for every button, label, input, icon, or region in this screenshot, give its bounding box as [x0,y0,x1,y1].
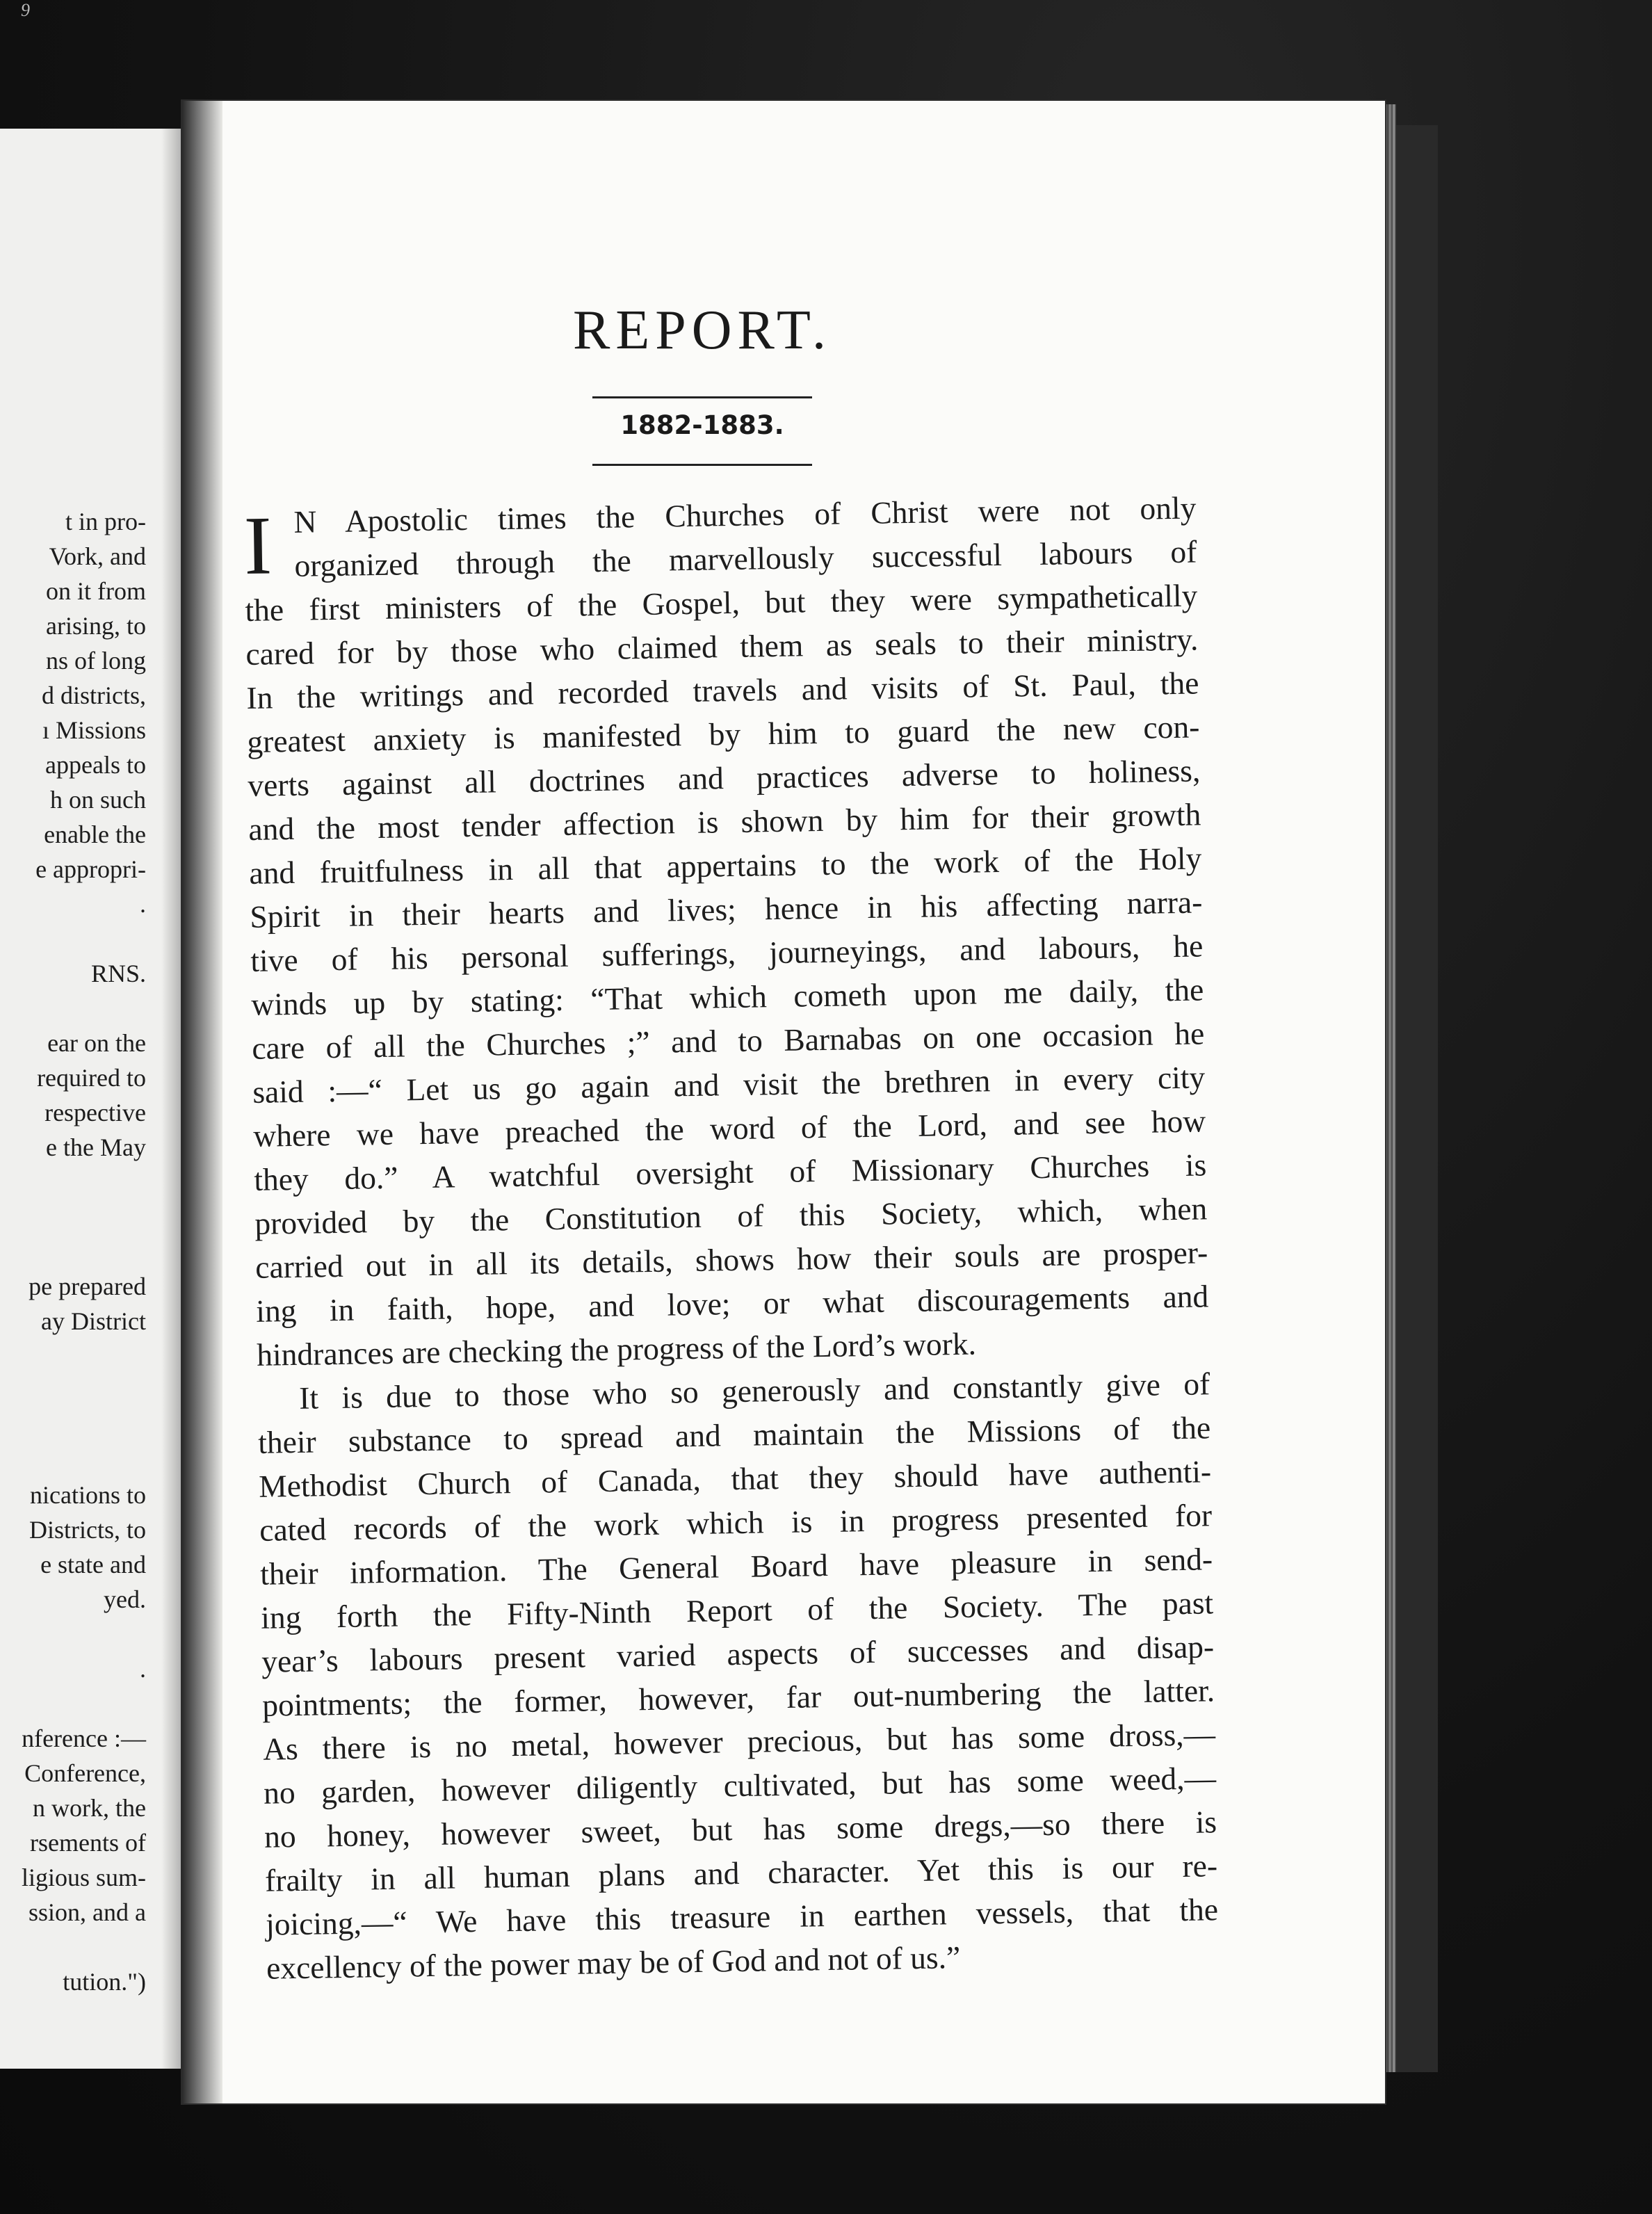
text-line: hindrances are checking the progress of the Lord’s work. [256,1325,977,1373]
text-line: carried out in all its details, shows how their souls are prosper- [254,1234,1208,1285]
text-line: their substance to spread and maintain the Missions of the [257,1409,1211,1460]
left-page-line [0,1199,146,1234]
text-line: care of all the Churches ;” and to Barnabas on one occasion he [251,1015,1205,1066]
text-line: and the most tender affection is shown by him for their growth [248,796,1201,847]
left-page-line: ns of long [46,647,146,674]
left-page-line: . [140,890,146,918]
text-line: ing in faith, hope, and love; or what discouragements and [255,1278,1209,1329]
drop-cap: I [243,499,273,592]
left-page-line: rsements of [30,1829,146,1857]
left-page-line: RNS. [90,960,146,987]
text-line: Methodist Church of Canada, that they should have authenti- [258,1453,1212,1504]
text-line: frailty in all human plans and character. Yet this is our re- [264,1848,1218,1898]
left-page-line: e appropri- [35,855,146,883]
left-page-line [0,1234,146,1269]
title-rule-top [592,396,812,398]
right-gutter-shadow [182,101,222,2103]
left-page-line: enable the [44,821,146,848]
left-page-line: ı Missions [42,716,146,744]
left-page-line [0,921,146,956]
text-line: As there is no metal, however precious, but has some dross,— [262,1716,1216,1767]
left-page-line: e state and [40,1551,146,1578]
left-page-line [0,1930,146,1964]
left-page-line: . [140,1655,146,1683]
text-line: said :—“ Let us go again and visit the brethren in every city [252,1059,1206,1110]
text-line: excellency of the power may be of God and not of us.” [266,1939,961,1986]
text-line: N Apostolic times the Churches of Christ were not only [293,490,1197,540]
left-page-line: h on such [50,786,146,814]
left-page-line: required to [37,1064,146,1092]
left-page-line: Districts, to [29,1516,146,1544]
text-line: cated records of the work which is in progress presented for [259,1497,1213,1548]
left-page-line [0,1617,146,1651]
text-line: verts against all doctrines and practices adverse to holiness, [248,752,1201,803]
text-line: ing forth the Fifty-Ninth Report of the Society. The past [260,1585,1214,1635]
text-line: winds up by stating: “That which cometh upon me daily, the [250,971,1204,1022]
cover-edge [1396,125,1438,2072]
left-page-line: appeals to [45,751,146,779]
left-page-line: t in pro- [65,508,146,535]
left-page-line: ay District [41,1307,146,1335]
report-body [243,485,1219,1989]
left-page-line: tution.") [63,1968,146,1996]
left-page-line [0,1408,146,1443]
text-line: Spirit in their hearts and lives; hence in his affecting narra- [250,884,1203,935]
left-page-line: nications to [30,1481,146,1509]
left-page-text [0,504,146,1999]
left-page-line: arising, to [46,612,146,640]
left-page-line: nference :— [22,1724,146,1752]
left-page-line [0,1686,146,1721]
left-page-line [0,1339,146,1373]
text-line: no garden, however diligently cultivated, but has some weed,— [263,1760,1217,1811]
text-line: their information. The General Board have pleasure in send- [259,1541,1213,1592]
paragraph-1 [243,485,1210,1376]
left-page-line: d districts, [42,681,146,709]
text-line: joicing,—“ We have this treasure in earthen vessels, that the [265,1891,1219,1942]
left-page-line: respective [44,1099,146,1126]
text-line: cared for by those who claimed them as seals to their ministry. [245,621,1199,672]
text-line: It is due to those who so generously and constantly give of [298,1366,1210,1416]
paragraph-2 [257,1361,1220,1989]
report-years: 1882-1883. [620,410,784,440]
left-page-line: on it from [46,577,146,605]
left-page-line: e the May [46,1133,146,1161]
page-title: REPORT. [573,300,832,361]
left-page-fragment [0,129,189,2069]
left-page-line [0,991,146,1026]
text-line: and fruitfulness in all that appertains to the work of the Holy [249,840,1202,891]
text-line: no honey, however sweet, but has some dregs,—so there is [264,1804,1217,1855]
left-page-line [0,1443,146,1478]
left-page-line: ligious sum- [21,1864,146,1891]
text-line: the first ministers of the Gospel, but they were sympathetically [245,577,1198,628]
text-line: year’s labours present varied aspects of successes and disap- [261,1629,1215,1679]
text-line: they do.” A watchful oversight of Missionary Churches is [253,1147,1207,1197]
left-page-line: ssion, and a [29,1898,146,1926]
left-page-line: Conference, [24,1759,146,1787]
left-page-line [0,1373,146,1408]
text-line: pointments; the former, however, far out-numbering the latter. [261,1672,1215,1723]
text-line: tive of his personal sufferings, journeyings, and labours, he [250,928,1204,978]
text-line: organized through the marvellously successful labours of [294,533,1197,583]
left-page-line: pe prepared [29,1272,146,1300]
left-page-line: yed. [104,1585,146,1613]
text-line: provided by the Constitution of this Society, which, when [254,1190,1208,1241]
left-page-line [0,1165,146,1199]
text-line: where we have preached the word of the Lord, and see how [252,1103,1206,1154]
left-page-line: n work, the [33,1794,146,1822]
text-line: greatest anxiety is manifested by him to guard the new con- [247,709,1200,759]
title-rule-bottom [592,464,812,466]
text-line: In the writings and recorded travels and visits of St. Paul, the [246,665,1199,716]
left-page-line: Vork, and [49,542,146,570]
corner-mark: 9 [21,0,30,20]
left-page-line: ear on the [47,1029,146,1057]
